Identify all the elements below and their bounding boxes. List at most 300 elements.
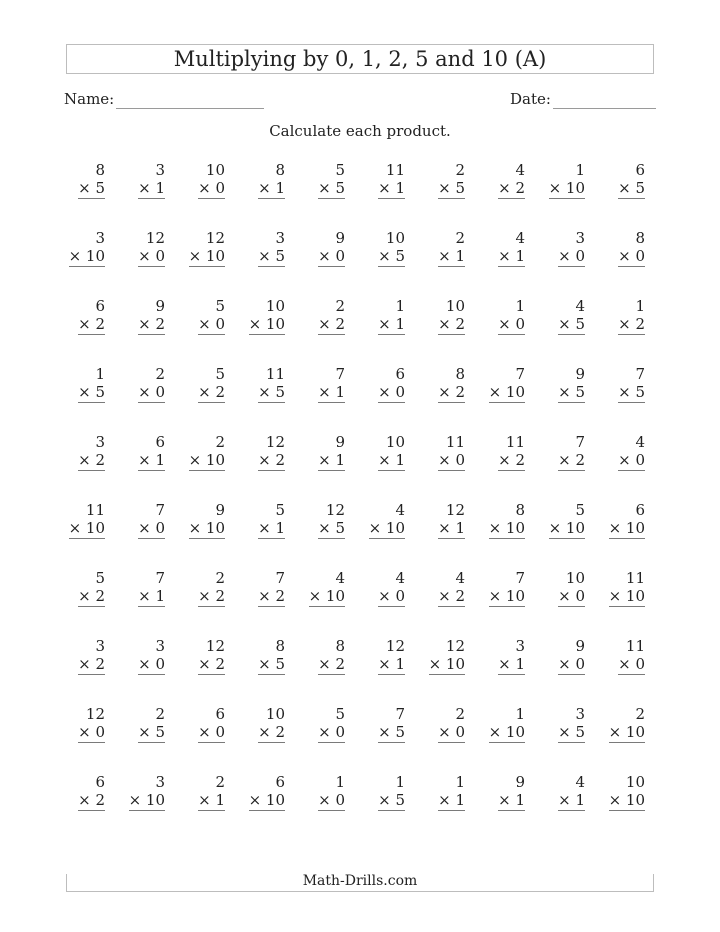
problem: [45, 569, 105, 605]
multiplier: × 1: [438, 247, 465, 265]
problem: [585, 705, 645, 741]
multiplicand: 4: [395, 501, 405, 519]
multiplicand: 8: [635, 229, 645, 247]
multiplicand: 11: [385, 161, 405, 179]
multiplier: × 1: [318, 383, 345, 401]
multiplicand: 8: [95, 161, 105, 179]
multiplicand: 11: [445, 433, 465, 451]
multiplicand: 4: [395, 569, 405, 587]
problem: [165, 773, 225, 809]
problem: [405, 569, 465, 605]
problem: [405, 365, 465, 401]
multiplicand: 6: [635, 501, 645, 519]
multiplicand: 6: [395, 365, 405, 383]
multiplicand: 4: [515, 161, 525, 179]
multiplier: × 2: [258, 587, 285, 605]
problem: [165, 569, 225, 605]
multiplier: × 10: [68, 247, 105, 265]
multiplier: × 2: [318, 655, 345, 673]
multiplicand: 2: [455, 229, 465, 247]
multiplicand: 4: [635, 433, 645, 451]
multiplier: × 0: [378, 587, 405, 605]
multiplier: × 2: [198, 383, 225, 401]
multiplicand: 1: [95, 365, 105, 383]
multiplier: × 0: [498, 315, 525, 333]
multiplicand: 3: [155, 161, 165, 179]
multiplicand: 12: [325, 501, 345, 519]
problem: [285, 229, 345, 265]
multiplicand: 11: [625, 569, 645, 587]
multiplicand: 2: [335, 297, 345, 315]
multiplier: × 10: [548, 179, 585, 197]
multiplier: × 0: [378, 383, 405, 401]
problem: [45, 297, 105, 333]
multiplier: × 5: [318, 179, 345, 197]
multiplier: × 5: [558, 383, 585, 401]
problem: [165, 161, 225, 197]
multiplicand: 4: [335, 569, 345, 587]
multiplier: × 0: [558, 587, 585, 605]
problem: [345, 637, 405, 673]
problem: [405, 433, 465, 469]
multiplicand: 5: [335, 161, 345, 179]
problem: [285, 569, 345, 605]
multiplicand: 6: [215, 705, 225, 723]
footer-text: Math-Drills.com: [302, 873, 418, 889]
multiplier: × 2: [498, 179, 525, 197]
multiplicand: 7: [575, 433, 585, 451]
multiplicand: 8: [275, 637, 285, 655]
multiplier: × 1: [378, 451, 405, 469]
multiplier: × 0: [618, 451, 645, 469]
multiplicand: 9: [335, 229, 345, 247]
multiplier: × 5: [258, 247, 285, 265]
multiplicand: 5: [275, 501, 285, 519]
problem: [585, 569, 645, 605]
problem: [585, 773, 645, 809]
multiplier: × 5: [378, 791, 405, 809]
multiplicand: 1: [335, 773, 345, 791]
problem: [105, 433, 165, 469]
multiplier: × 10: [128, 791, 165, 809]
multiplicand: 9: [335, 433, 345, 451]
problem: [345, 569, 405, 605]
multiplier: × 2: [258, 723, 285, 741]
problem: [405, 705, 465, 741]
multiplicand: 4: [515, 229, 525, 247]
problem: [345, 297, 405, 333]
multiplier: × 0: [138, 655, 165, 673]
multiplier: × 10: [608, 791, 645, 809]
multiplicand: 4: [575, 773, 585, 791]
problem: [405, 161, 465, 197]
multiplier: × 10: [488, 723, 525, 741]
problem: [285, 501, 345, 537]
multiplier: × 1: [438, 519, 465, 537]
problem: [45, 501, 105, 537]
problem: [105, 705, 165, 741]
multiplier: × 5: [378, 247, 405, 265]
multiplicand: 12: [445, 501, 465, 519]
multiplicand: 2: [155, 705, 165, 723]
problem: [45, 229, 105, 265]
problem: [465, 161, 525, 197]
problem: [105, 501, 165, 537]
problem: [465, 297, 525, 333]
problem: [285, 161, 345, 197]
problem: [465, 569, 525, 605]
problem: [165, 705, 225, 741]
problem: [45, 773, 105, 809]
instructions: Calculate each product.: [269, 122, 451, 140]
problem: [525, 365, 585, 401]
problem: [225, 637, 285, 673]
multiplier: × 10: [488, 519, 525, 537]
multiplier: × 1: [138, 451, 165, 469]
multiplier: × 1: [498, 791, 525, 809]
multiplicand: 3: [95, 229, 105, 247]
problem: [105, 365, 165, 401]
multiplicand: 5: [95, 569, 105, 587]
problem: [285, 705, 345, 741]
multiplicand: 3: [95, 637, 105, 655]
multiplier: × 10: [488, 383, 525, 401]
multiplicand: 7: [335, 365, 345, 383]
multiplicand: 8: [275, 161, 285, 179]
problem: [525, 637, 585, 673]
multiplier: × 10: [608, 519, 645, 537]
multiplier: × 10: [548, 519, 585, 537]
problem: [225, 501, 285, 537]
problem: [525, 501, 585, 537]
multiplicand: 7: [395, 705, 405, 723]
multiplicand: 10: [385, 229, 405, 247]
multiplier: × 5: [318, 519, 345, 537]
problem: [285, 297, 345, 333]
multiplier: × 10: [188, 451, 225, 469]
multiplier: × 2: [438, 383, 465, 401]
multiplicand: 6: [95, 773, 105, 791]
multiplier: × 1: [378, 655, 405, 673]
multiplicand: 5: [215, 297, 225, 315]
multiplicand: 11: [85, 501, 105, 519]
multiplier: × 1: [498, 655, 525, 673]
multiplier: × 0: [618, 247, 645, 265]
multiplier: × 2: [198, 587, 225, 605]
multiplicand: 1: [515, 705, 525, 723]
multiplicand: 2: [155, 365, 165, 383]
multiplicand: 4: [455, 569, 465, 587]
problem: [465, 773, 525, 809]
multiplicand: 7: [155, 501, 165, 519]
problem: [525, 297, 585, 333]
multiplicand: 9: [515, 773, 525, 791]
problem: [45, 637, 105, 673]
multiplicand: 2: [455, 161, 465, 179]
multiplier: × 10: [188, 519, 225, 537]
multiplier: × 2: [198, 655, 225, 673]
multiplicand: 6: [635, 161, 645, 179]
multiplier: × 10: [188, 247, 225, 265]
multiplier: × 0: [318, 723, 345, 741]
problem: [165, 297, 225, 333]
multiplier: × 0: [198, 315, 225, 333]
problem: [285, 773, 345, 809]
multiplier: × 2: [78, 451, 105, 469]
multiplier: × 2: [498, 451, 525, 469]
multiplier: × 5: [258, 383, 285, 401]
multiplier: × 10: [248, 315, 285, 333]
multiplicand: 6: [95, 297, 105, 315]
multiplicand: 12: [265, 433, 285, 451]
multiplier: × 10: [248, 791, 285, 809]
multiplier: × 2: [78, 791, 105, 809]
multiplier: × 5: [78, 383, 105, 401]
multiplier: × 0: [318, 791, 345, 809]
multiplicand: 3: [575, 229, 585, 247]
multiplier: × 2: [78, 315, 105, 333]
multiplicand: 7: [515, 569, 525, 587]
multiplicand: 9: [575, 365, 585, 383]
problem: [405, 773, 465, 809]
problem: [105, 637, 165, 673]
problem: [105, 569, 165, 605]
multiplier: × 2: [258, 451, 285, 469]
multiplier: × 5: [258, 655, 285, 673]
problem: [225, 365, 285, 401]
problem: [585, 501, 645, 537]
multiplicand: 2: [635, 705, 645, 723]
problem: [165, 229, 225, 265]
multiplier: × 5: [138, 723, 165, 741]
multiplier: × 0: [198, 723, 225, 741]
multiplier: × 1: [378, 315, 405, 333]
problem: [105, 229, 165, 265]
problem: [525, 569, 585, 605]
multiplier: × 5: [438, 179, 465, 197]
multiplier: × 0: [618, 655, 645, 673]
multiplier: × 5: [558, 723, 585, 741]
problem: [585, 161, 645, 197]
problem: [585, 433, 645, 469]
multiplicand: 3: [155, 773, 165, 791]
multiplier: × 0: [558, 655, 585, 673]
multiplier: × 5: [618, 179, 645, 197]
multiplier: × 0: [138, 383, 165, 401]
multiplicand: 12: [445, 637, 465, 655]
multiplicand: 1: [395, 773, 405, 791]
multiplier: × 1: [258, 179, 285, 197]
multiplicand: 6: [155, 433, 165, 451]
multiplicand: 3: [275, 229, 285, 247]
multiplicand: 3: [155, 637, 165, 655]
problem: [45, 705, 105, 741]
problem: [105, 161, 165, 197]
multiplier: × 10: [68, 519, 105, 537]
multiplier: × 0: [198, 179, 225, 197]
multiplier: × 10: [488, 587, 525, 605]
multiplier: × 0: [78, 723, 105, 741]
multiplicand: 8: [335, 637, 345, 655]
problem: [105, 297, 165, 333]
multiplicand: 12: [205, 229, 225, 247]
multiplicand: 1: [575, 161, 585, 179]
worksheet-title: Multiplying by 0, 1, 2, 5 and 10 (A): [173, 47, 547, 71]
multiplicand: 1: [455, 773, 465, 791]
problem: [285, 365, 345, 401]
problem: [165, 365, 225, 401]
problem: [465, 433, 525, 469]
multiplier: × 2: [438, 315, 465, 333]
problem: [405, 637, 465, 673]
multiplicand: 10: [265, 297, 285, 315]
problem: [345, 433, 405, 469]
multiplicand: 1: [515, 297, 525, 315]
problem: [165, 433, 225, 469]
problem: [45, 161, 105, 197]
problem: [225, 161, 285, 197]
problem: [345, 773, 405, 809]
multiplicand: 3: [95, 433, 105, 451]
multiplicand: 10: [205, 161, 225, 179]
multiplicand: 2: [455, 705, 465, 723]
multiplier: × 2: [618, 315, 645, 333]
multiplier: × 2: [78, 655, 105, 673]
multiplicand: 6: [275, 773, 285, 791]
multiplicand: 12: [385, 637, 405, 655]
problem: [585, 229, 645, 265]
problem: [405, 229, 465, 265]
problem: [225, 773, 285, 809]
problem: [345, 161, 405, 197]
problem: [285, 637, 345, 673]
multiplicand: 10: [265, 705, 285, 723]
multiplier: × 2: [138, 315, 165, 333]
multiplicand: 1: [395, 297, 405, 315]
multiplicand: 2: [215, 569, 225, 587]
multiplier: × 2: [438, 587, 465, 605]
problem: [525, 705, 585, 741]
problem: [525, 433, 585, 469]
problem: [345, 705, 405, 741]
multiplier: × 0: [318, 247, 345, 265]
multiplicand: 7: [155, 569, 165, 587]
problem: [225, 297, 285, 333]
problem: [465, 365, 525, 401]
multiplicand: 8: [515, 501, 525, 519]
date-line: [553, 108, 656, 109]
multiplicand: 10: [385, 433, 405, 451]
multiplier: × 1: [378, 179, 405, 197]
multiplier: × 5: [78, 179, 105, 197]
problem: [525, 773, 585, 809]
multiplicand: 5: [575, 501, 585, 519]
multiplier: × 0: [438, 723, 465, 741]
problem: [45, 433, 105, 469]
problem: [225, 433, 285, 469]
problem: [465, 705, 525, 741]
multiplier: × 1: [498, 247, 525, 265]
problem: [465, 637, 525, 673]
multiplier: × 2: [318, 315, 345, 333]
multiplicand: 8: [455, 365, 465, 383]
problem: [285, 433, 345, 469]
multiplier: × 1: [138, 587, 165, 605]
multiplier: × 10: [608, 587, 645, 605]
multiplier: × 0: [138, 247, 165, 265]
multiplicand: 4: [575, 297, 585, 315]
multiplicand: 2: [215, 773, 225, 791]
multiplier: × 10: [608, 723, 645, 741]
multiplicand: 5: [215, 365, 225, 383]
multiplicand: 7: [275, 569, 285, 587]
multiplier: × 10: [308, 587, 345, 605]
multiplicand: 10: [445, 297, 465, 315]
multiplier: × 2: [558, 451, 585, 469]
multiplier: × 1: [198, 791, 225, 809]
problem: [165, 501, 225, 537]
multiplicand: 5: [335, 705, 345, 723]
problem: [345, 501, 405, 537]
multiplicand: 9: [575, 637, 585, 655]
multiplicand: 10: [565, 569, 585, 587]
multiplier: × 5: [618, 383, 645, 401]
problem: [465, 229, 525, 265]
multiplier: × 1: [258, 519, 285, 537]
multiplier: × 1: [318, 451, 345, 469]
multiplicand: 3: [575, 705, 585, 723]
problem: [525, 229, 585, 265]
multiplier: × 0: [558, 247, 585, 265]
multiplicand: 7: [515, 365, 525, 383]
name-line: [116, 108, 264, 109]
name-label: Name:: [64, 90, 115, 108]
multiplier: × 0: [438, 451, 465, 469]
multiplicand: 7: [635, 365, 645, 383]
multiplicand: 12: [145, 229, 165, 247]
problem: [585, 637, 645, 673]
problem: [585, 297, 645, 333]
multiplier: × 5: [378, 723, 405, 741]
problem: [465, 501, 525, 537]
multiplicand: 9: [155, 297, 165, 315]
multiplicand: 11: [505, 433, 525, 451]
problem: [225, 705, 285, 741]
multiplicand: 2: [215, 433, 225, 451]
problem: [345, 365, 405, 401]
problem: [165, 637, 225, 673]
problem: [525, 161, 585, 197]
multiplier: × 1: [138, 179, 165, 197]
problem: [405, 297, 465, 333]
multiplicand: 9: [215, 501, 225, 519]
problem: [585, 365, 645, 401]
date-label: Date:: [510, 90, 551, 108]
multiplier: × 10: [428, 655, 465, 673]
multiplier: × 1: [438, 791, 465, 809]
problem: [105, 773, 165, 809]
problem: [405, 501, 465, 537]
multiplicand: 12: [205, 637, 225, 655]
multiplier: × 10: [368, 519, 405, 537]
problem: [345, 229, 405, 265]
multiplier: × 5: [558, 315, 585, 333]
multiplier: × 1: [558, 791, 585, 809]
multiplicand: 10: [625, 773, 645, 791]
multiplier: × 0: [138, 519, 165, 537]
multiplicand: 1: [635, 297, 645, 315]
multiplier: × 2: [78, 587, 105, 605]
